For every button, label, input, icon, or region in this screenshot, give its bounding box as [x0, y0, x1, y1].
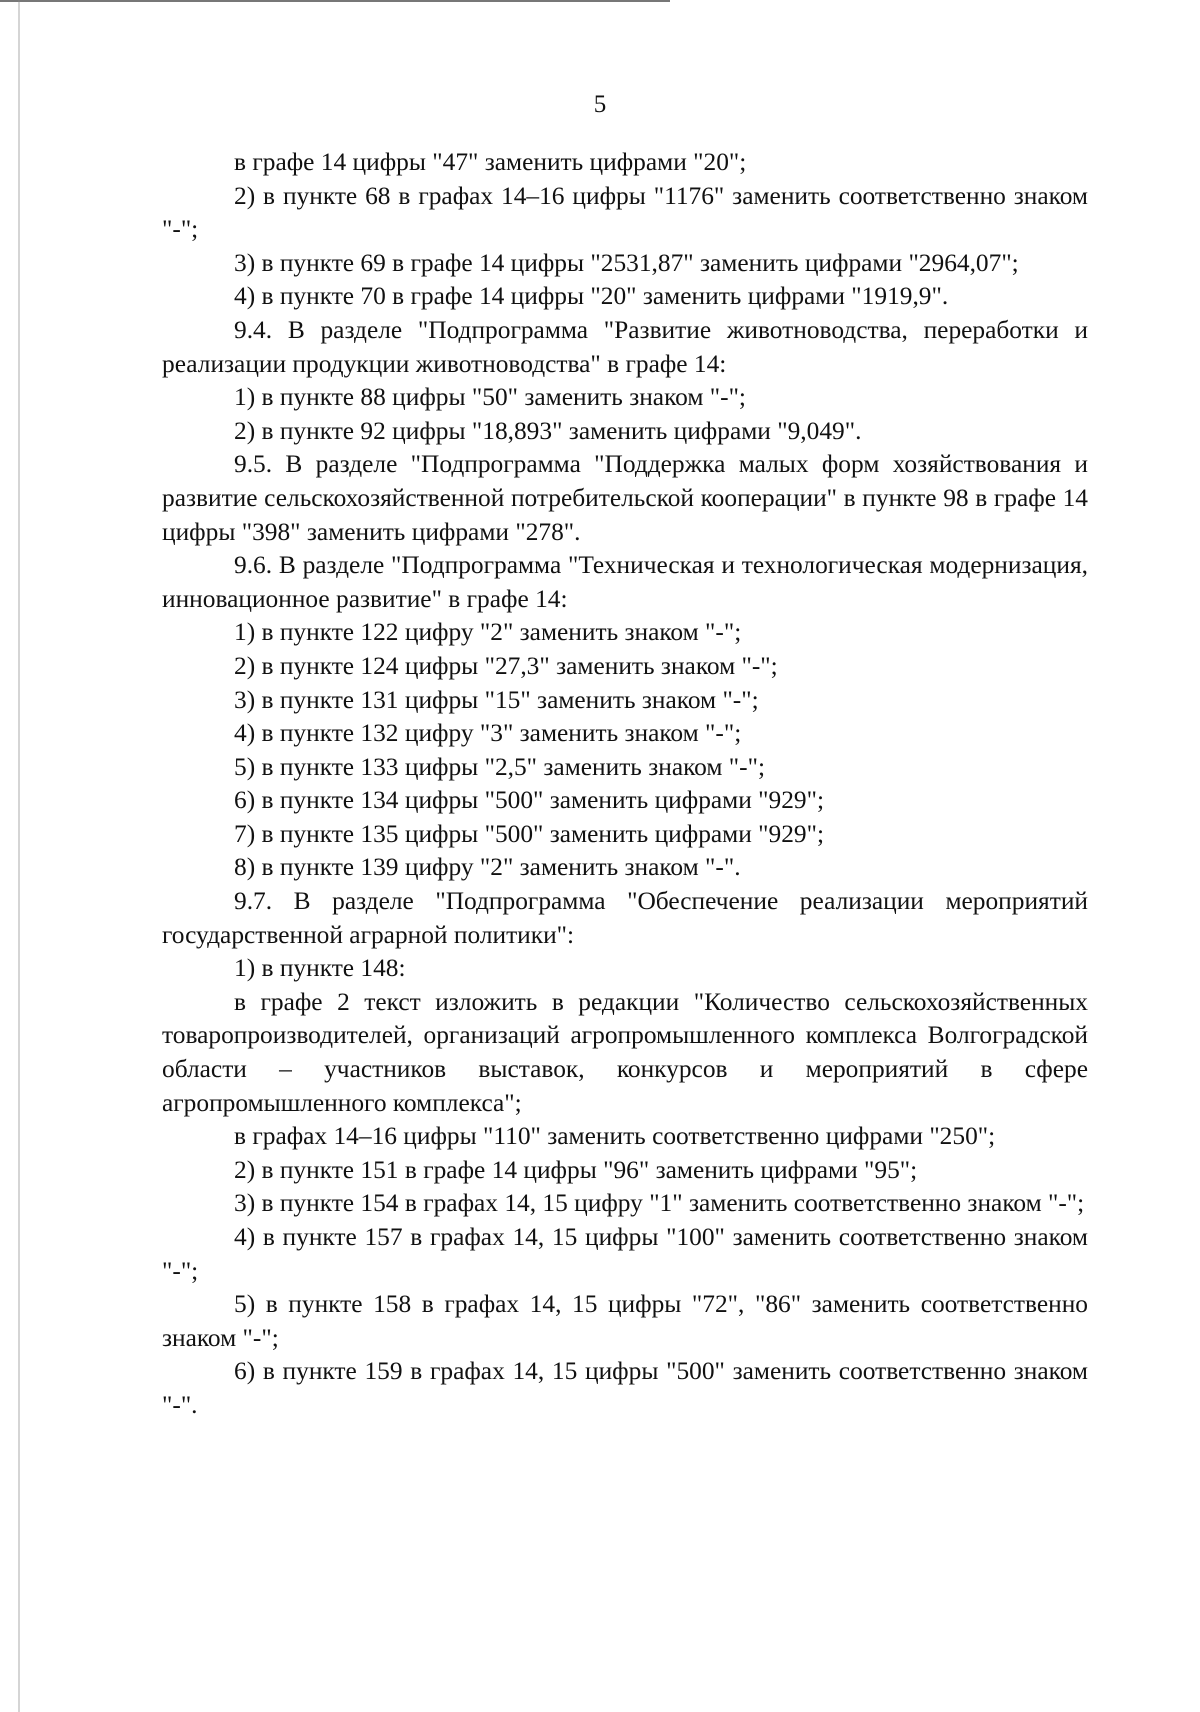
paragraph: 2) в пункте 151 в графе 14 цифры "96" заменить цифрами "95"; — [234, 1155, 918, 1184]
paragraph: 9.6. В разделе "Подпрограмма "Техническая и технологическая модернизация, инновационное развитие" в графе 14: — [162, 551, 1088, 613]
paragraph: 3) в пункте 69 в графе 14 цифры "2531,87" заменить цифрами "2964,07"; — [234, 248, 1019, 277]
paragraph: 7) в пункте 135 цифры "500" заменить цифрами "929"; — [234, 819, 825, 848]
paragraph: 5) в пункте 158 в графах 14, 15 цифры "72", "86" заменить соответственно знаком "-"; — [162, 1290, 1088, 1352]
paragraph: 4) в пункте 157 в графах 14, 15 цифры "100" заменить соответственно знаком "-"; — [162, 1223, 1088, 1285]
paragraph: 4) в пункте 70 в графе 14 цифры "20" заменить цифрами "1919,9". — [234, 282, 949, 311]
paragraph: 9.7. В разделе "Подпрограмма "Обеспечение реализации мероприятий государственной аграрной политики": — [162, 887, 1088, 949]
paragraph: 4) в пункте 132 цифру "3" заменить знаком "-"; — [234, 719, 742, 748]
paragraph: 9.4. В разделе "Подпрограмма "Развитие животноводства, переработки и реализации продукции животноводства" в графе 14: — [162, 315, 1088, 378]
paragraph: в графе 2 текст изложить в редакции "Количество сельскохозяйственных товаропроизводителей, организаций агропромышленного комплекса Волгоградской области – участников выставок, конкурсов и мероприятий в сфере агропромышленного комплекса"; — [162, 987, 1088, 1117]
scan-edge-top — [0, 0, 670, 2]
paragraph: 3) в пункте 154 в графах 14, 15 цифру "1" заменить соответственно знаком "-"; — [234, 1189, 1085, 1218]
paragraph: 6) в пункте 134 цифры "500" заменить цифрами "929"; — [234, 786, 825, 815]
scan-edge-left — [18, 0, 20, 1712]
paragraph: 2) в пункте 68 в графах 14–16 цифры "1176" заменить соответственно знаком "-"; — [162, 181, 1088, 244]
page-number: 5 — [593, 91, 607, 118]
paragraph: 1) в пункте 88 цифры "50" заменить знаком "-"; — [234, 383, 746, 412]
paragraph: 3) в пункте 131 цифры "15" заменить знаком "-"; — [234, 685, 759, 714]
paragraph: 9.5. В разделе "Подпрограмма "Поддержка малых форм хозяйствования и развитие сельскохозяйственной потребительской кооперации" в пункте 98 в графе 14 цифры "398" заменить цифрами "278". — [162, 450, 1088, 546]
paragraph: 1) в пункте 148: — [234, 954, 406, 983]
paragraph: 1) в пункте 122 цифру "2" заменить знаком "-"; — [234, 618, 742, 647]
paragraph: 6) в пункте 159 в графах 14, 15 цифры "500" заменить соответственно знаком "-". — [162, 1357, 1088, 1419]
paragraph: 2) в пункте 124 цифры "27,3" заменить знаком "-"; — [234, 651, 778, 680]
document-body — [162, 146, 1088, 1423]
paragraph: в графах 14–16 цифры "110" заменить соответственно цифрами "250"; — [234, 1122, 996, 1151]
paragraph: в графе 14 цифры "47" заменить цифрами "20"; — [234, 148, 747, 176]
paragraph: 2) в пункте 92 цифры "18,893" заменить цифрами "9,049". — [234, 416, 862, 445]
paragraph: 8) в пункте 139 цифру "2" заменить знаком "-". — [234, 853, 741, 882]
paragraph: 5) в пункте 133 цифры "2,5" заменить знаком "-"; — [234, 752, 766, 781]
